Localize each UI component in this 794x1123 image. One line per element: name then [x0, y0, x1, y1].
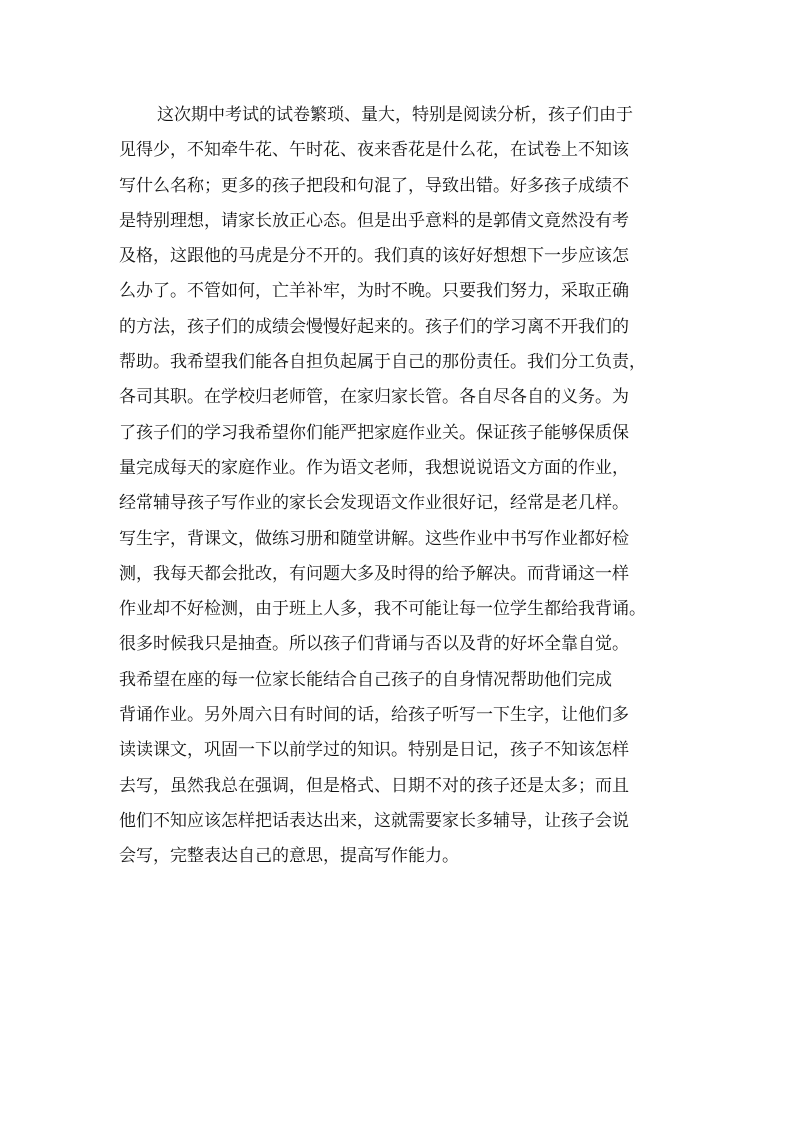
paragraph-line: 帮助。我希望我们能各自担负起属于自己的那份责任。我们分工负责，	[119, 352, 646, 373]
paragraph-line: 么办了。不管如何，亡羊补牢，为时不晚。只要我们努力，采取正确	[119, 281, 629, 302]
paragraph-line: 读读课文，巩固一下以前学过的知识。特别是日记，孩子不知该怎样	[119, 740, 629, 761]
body-paragraph	[119, 98, 679, 875]
paragraph-line: 我希望在座的每一位家长能结合自己孩子的自身情况帮助他们完成	[119, 669, 612, 690]
paragraph-line: 测，我每天都会批改，有问题大多及时得的给予解决。而背诵这一样	[119, 563, 629, 584]
paragraph-line: 这次期中考试的试卷繁琐、量大，特别是阅读分析，孩子们由于	[157, 105, 633, 125]
paragraph-line: 他们不知应该怎样把话表达出来，这就需要家长多辅导，让孩子会说	[119, 810, 629, 831]
paragraph-line: 的方法，孩子们的成绩会慢慢好起来的。孩子们的学习离不开我们的	[119, 316, 629, 337]
paragraph-line: 见得少，不知牵牛花、午时花、夜来香花是什么花，在试卷上不知该	[119, 140, 629, 161]
paragraph-line: 去写，虽然我总在强调，但是格式、日期不对的孩子还是太多；而且	[119, 775, 629, 796]
paragraph-line: 及格，这跟他的马虎是分不开的。我们真的该好好想想下一步应该怎	[119, 246, 629, 267]
paragraph-line: 很多时候我只是抽查。所以孩子们背诵与否以及背的好坏全靠自觉。	[119, 634, 629, 655]
paragraph-line: 作业却不好检测，由于班上人多，我不可能让每一位学生都给我背诵。	[119, 599, 646, 620]
paragraph-line: 各司其职。在学校归老师管，在家归家长管。各自尽各自的义务。为	[119, 387, 629, 408]
paragraph-line: 背诵作业。另外周六日有时间的话，给孩子听写一下生字，让他们多	[119, 705, 629, 726]
paragraph-line: 写什么名称；更多的孩子把段和句混了，导致出错。好多孩子成绩不	[119, 175, 629, 196]
paragraph-line: 量完成每天的家庭作业。作为语文老师，我想说说语文方面的作业，	[119, 457, 629, 478]
paragraph-line: 经常辅导孩子写作业的家长会发现语文作业很好记，经常是老几样。	[119, 493, 629, 514]
paragraph-line: 了孩子们的学习我希望你们能严把家庭作业关。保证孩子能够保质保	[119, 422, 629, 443]
paragraph-line: 写生字，背课文，做练习册和随堂讲解。这些作业中书写作业都好检	[119, 528, 629, 549]
paragraph-line: 会写，完整表达自己的意思，提高写作能力。	[119, 846, 459, 867]
paragraph-line: 是特别理想，请家长放正心态。但是出乎意料的是郭倩文竟然没有考	[119, 210, 629, 231]
